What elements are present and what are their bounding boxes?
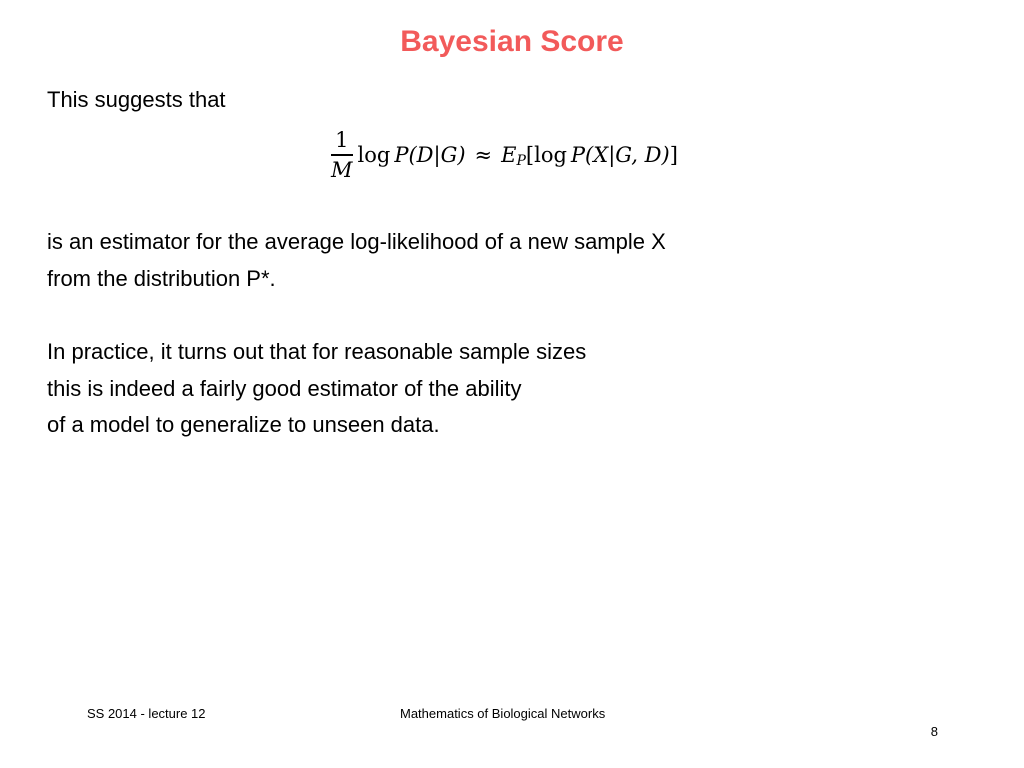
practice-line: of a model to generalize to unseen data. — [47, 412, 440, 437]
estimator-paragraph — [47, 224, 666, 297]
footer-course-title: Mathematics of Biological Networks — [400, 706, 606, 721]
footer-lecture-label: SS 2014 - lecture 12 — [87, 706, 206, 721]
estimator-line: is an estimator for the average log-likelihood of a new sample X — [47, 229, 666, 254]
formula-expectation: E — [501, 143, 517, 167]
formula-open-bracket: [ — [525, 143, 535, 167]
formula-close-bracket: ] — [669, 143, 678, 167]
formula-rhs: P(X|G, D) — [570, 143, 670, 167]
bayesian-score-formula — [329, 124, 678, 186]
intro-line: This suggests that — [47, 87, 226, 112]
fraction-bar — [331, 154, 353, 156]
page-number: 8 — [930, 724, 938, 739]
formula-log-1: log — [357, 143, 391, 167]
fraction-numerator: 1 — [335, 128, 349, 153]
practice-paragraph — [47, 334, 586, 444]
practice-line: this is indeed a fairly good estimator of the ability — [47, 375, 522, 401]
fraction-denominator: M — [331, 157, 353, 182]
estimator-line: from the distribution P*. — [47, 265, 276, 291]
formula-lhs: P(D|G) — [394, 143, 466, 167]
formula-log-2: log — [534, 143, 567, 167]
practice-line: In practice, it turns out that for reasonable sample sizes — [47, 339, 587, 364]
formula-approx: ≈ — [474, 143, 493, 167]
formula-expectation-sub: P — [516, 153, 526, 169]
intro-paragraph — [47, 82, 226, 119]
slide-title: Bayesian Score — [400, 25, 624, 58]
fraction-one-over-m — [329, 128, 355, 182]
